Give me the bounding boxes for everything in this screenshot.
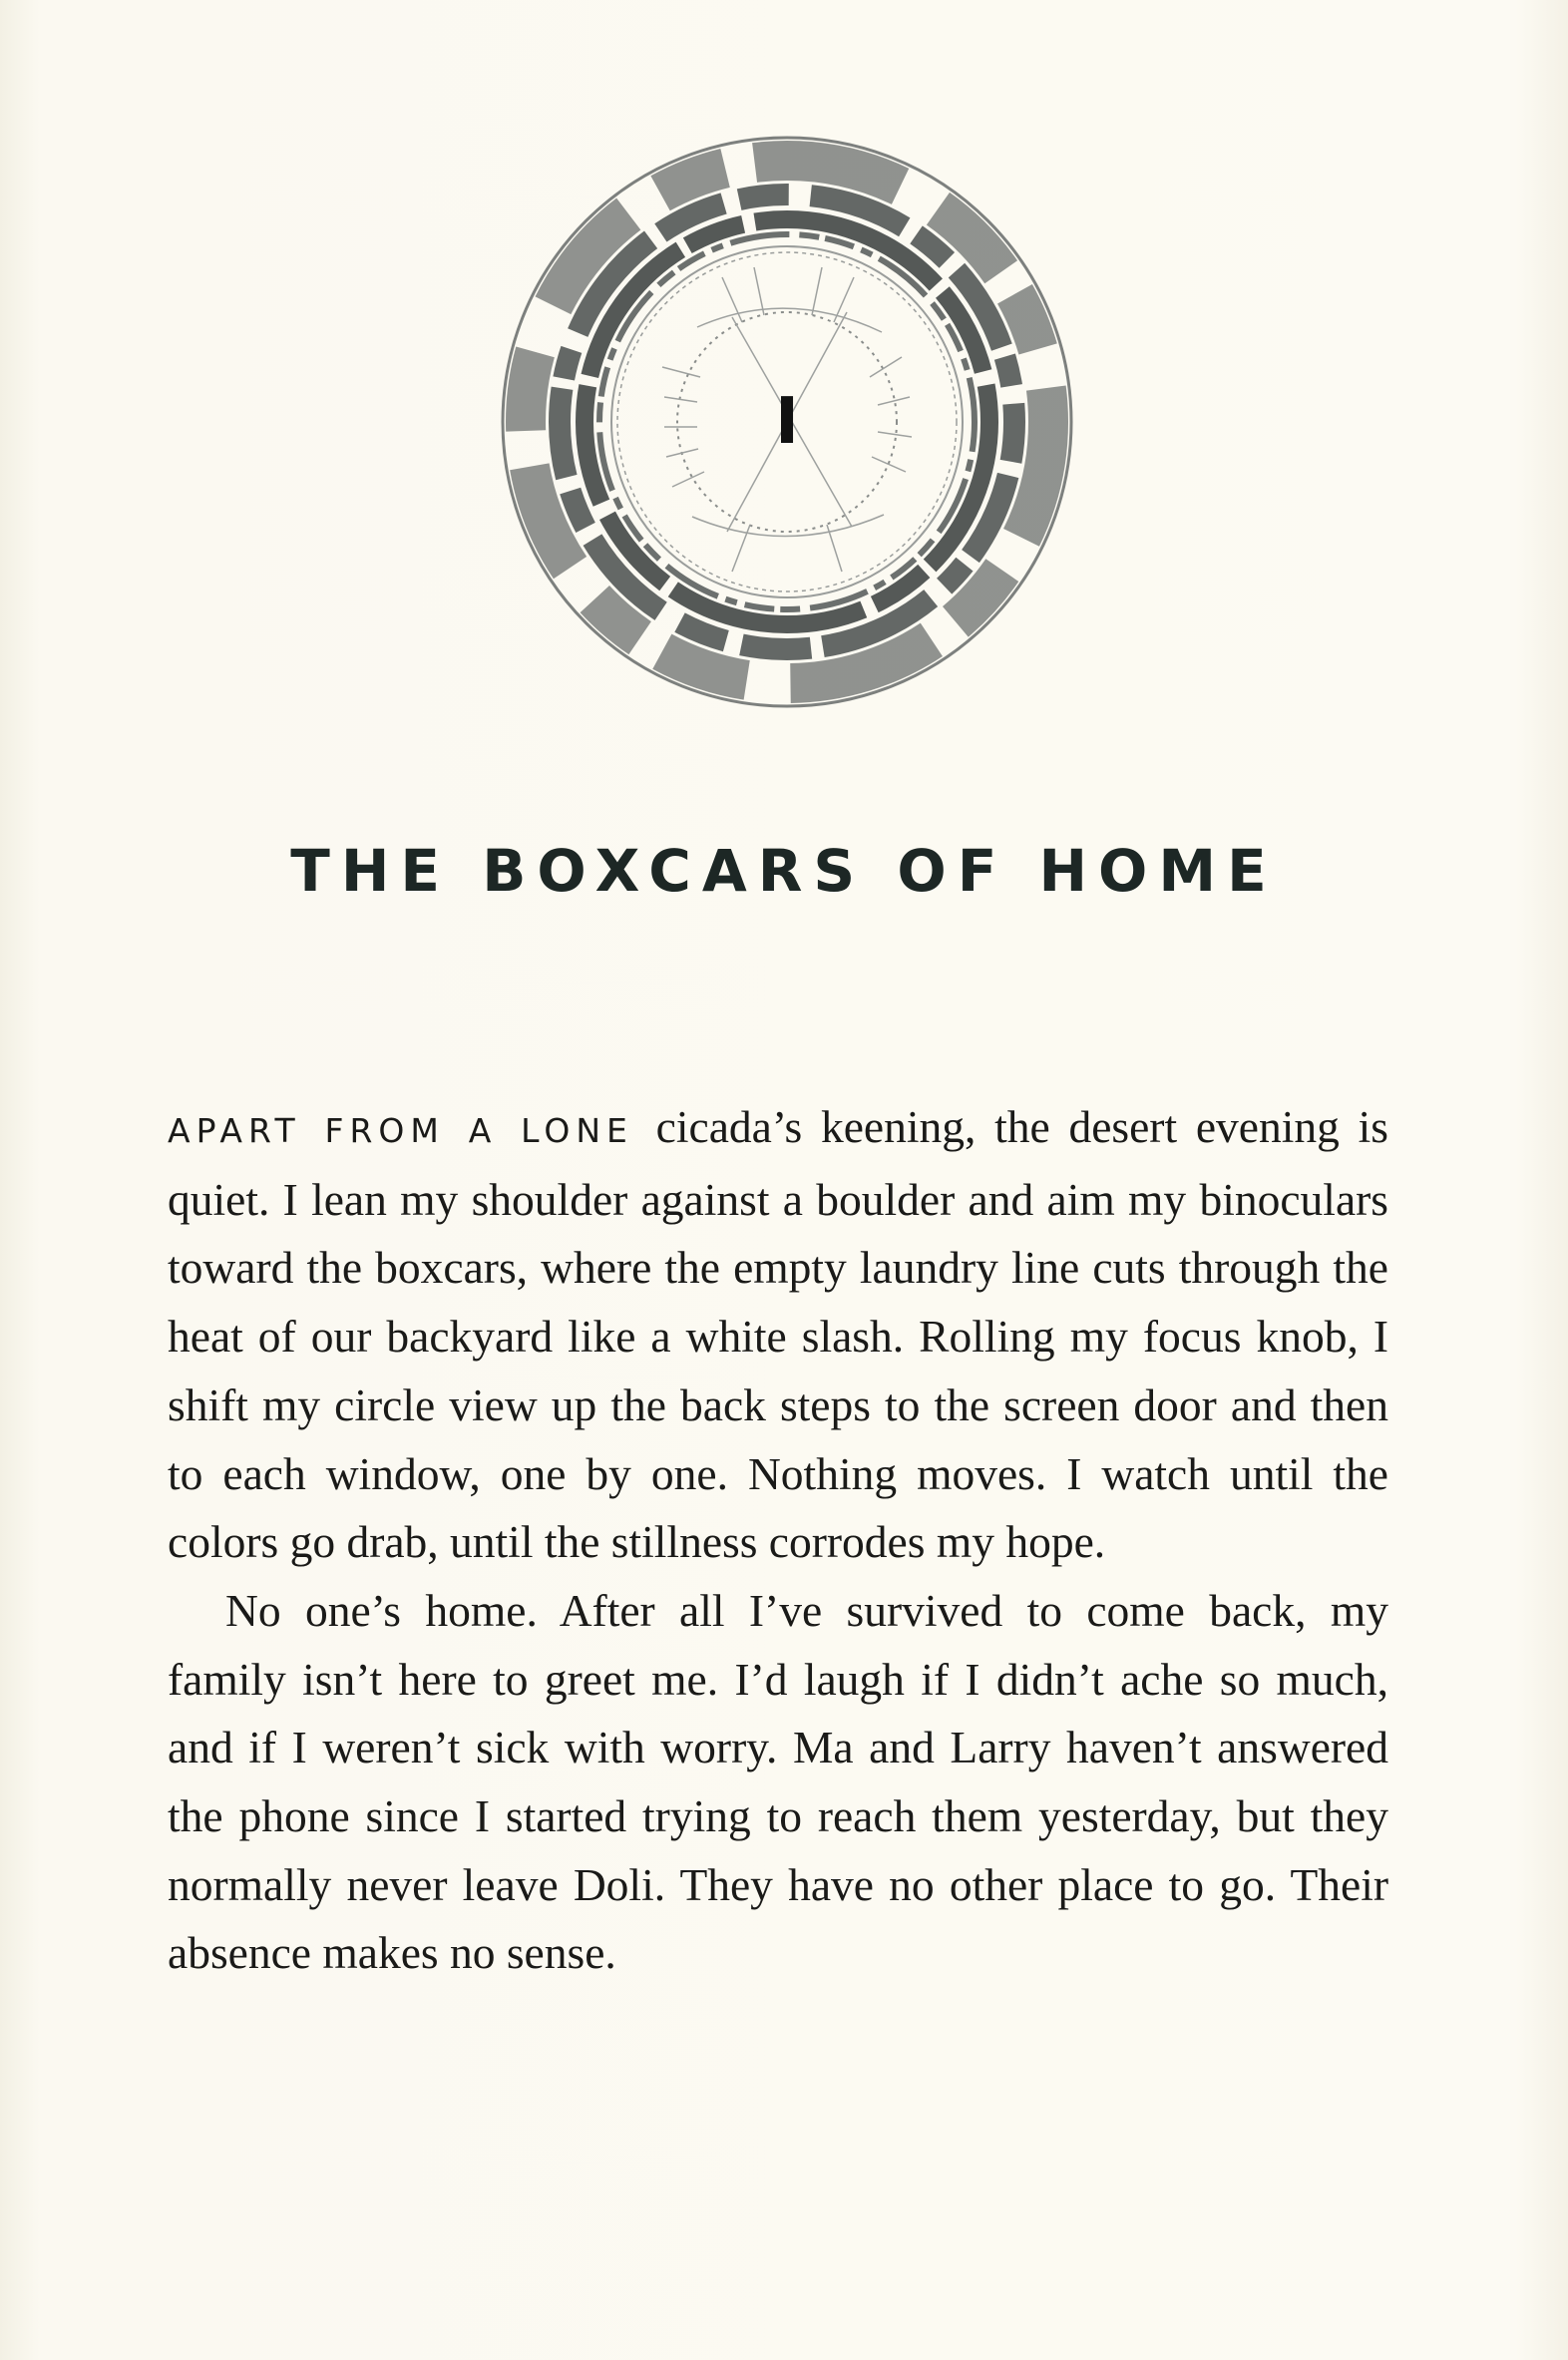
chapter-number: I [775,385,799,459]
chapter-title: THE BOXCARS OF HOME [290,836,1278,905]
chapter-body [168,1093,1388,1988]
lead-in-small-caps: APART FROM A LONE [168,1111,633,1150]
paragraph-1 [168,1093,1388,1577]
paragraph-1-text: cicada’s keening, the desert evening is quiet. I lean my shoulder against a boulder and aim my binoculars toward the boxcars, where the empty laundry line cuts through the heat of our backyard like a white slash. Rolling my focus knob, I shift my circle view up the back steps to the screen door and then to each window, one by one. Nothing moves. I watch until the colors go drab, until the stillness corrodes my hope. [168,1101,1388,1568]
paragraph-2: No one’s home. After all I’ve survived to come back, my family isn’t here to greet me. I’d laugh if I didn’t ache so much, and if I weren’t sick with worry. Ma and Larry haven’t answered the phone since I started trying to reach them yesterday, but they normally never leave Doli. They have no other place to go. Their absence makes no sense. [168,1584,1388,1979]
